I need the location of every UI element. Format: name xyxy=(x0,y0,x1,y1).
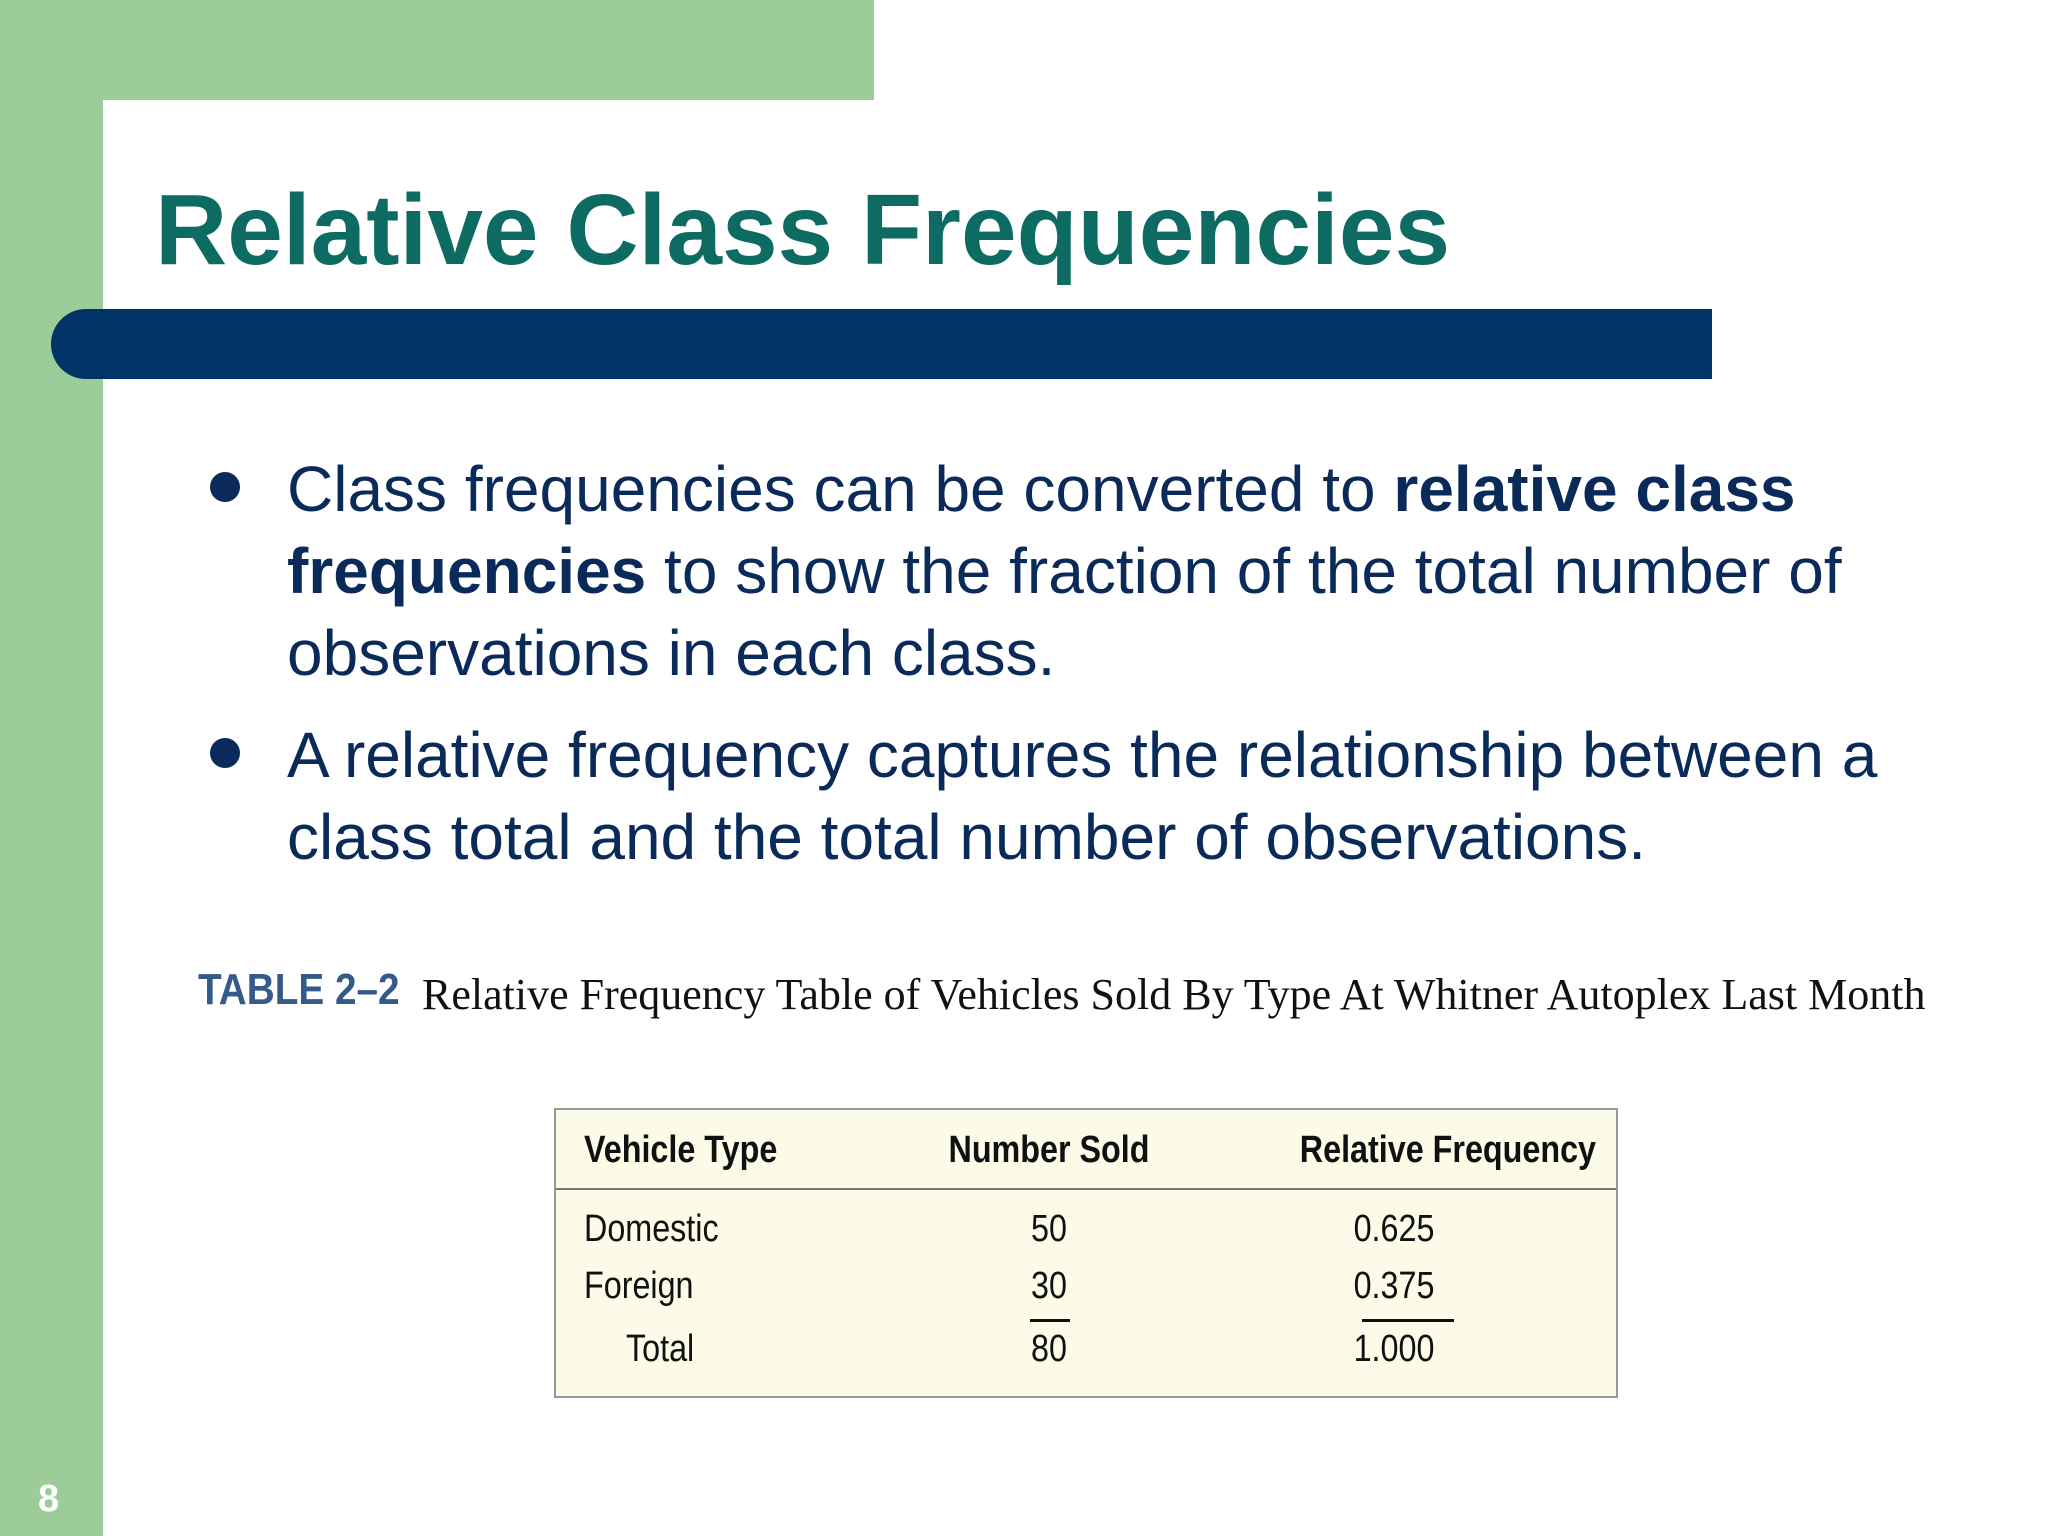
slide-title: Relative Class Frequencies xyxy=(155,174,1451,286)
header-vehicle-type: Vehicle Type xyxy=(584,1129,778,1171)
row-domestic-freq: 0.625 xyxy=(1353,1208,1435,1250)
table-figure xyxy=(192,945,1932,1425)
content-corner xyxy=(103,100,223,180)
bullet-list xyxy=(205,448,1965,898)
bullet-text: A relative frequency captures the relationship between a class total and the total number of observations. xyxy=(287,719,1878,873)
header-relative-frequency: Relative Frequency xyxy=(1299,1129,1596,1171)
header-number-sold: Number Sold xyxy=(948,1129,1150,1171)
bullet-item xyxy=(205,714,1965,878)
frequency-table xyxy=(554,1108,1618,1398)
row-total-label: Total xyxy=(626,1328,695,1370)
bullet-item xyxy=(205,448,1965,694)
bullet-dot xyxy=(210,472,240,502)
table-label: TABLE 2–2 xyxy=(198,965,400,1014)
bullet-bold-term: relative class frequencies xyxy=(287,453,1796,607)
top-green-band xyxy=(0,0,874,100)
freq-total-rule xyxy=(1362,1319,1454,1322)
sold-total-rule xyxy=(1030,1319,1070,1322)
row-domestic-sold: 50 xyxy=(1031,1208,1067,1250)
row-domestic-type: Domestic xyxy=(584,1208,719,1250)
bullet-dot xyxy=(210,738,240,768)
title-underline-bar xyxy=(51,309,1712,379)
table-header-row xyxy=(556,1110,1616,1190)
row-total-freq: 1.000 xyxy=(1353,1328,1435,1370)
bullet-text: Class frequencies can be converted to xyxy=(287,453,1394,525)
bullet-text: to show the fraction of the total number of observations in each class. xyxy=(287,535,1842,689)
row-foreign-type: Foreign xyxy=(584,1265,694,1307)
left-green-band xyxy=(0,0,103,1536)
page-number: 8 xyxy=(38,1478,60,1520)
row-foreign-sold: 30 xyxy=(1031,1265,1067,1307)
row-foreign-freq: 0.375 xyxy=(1353,1265,1435,1307)
table-caption: Relative Frequency Table of Vehicles Sold By Type At Whitner Autoplex Last Month xyxy=(422,970,1926,1019)
row-total-sold: 80 xyxy=(1031,1328,1067,1370)
